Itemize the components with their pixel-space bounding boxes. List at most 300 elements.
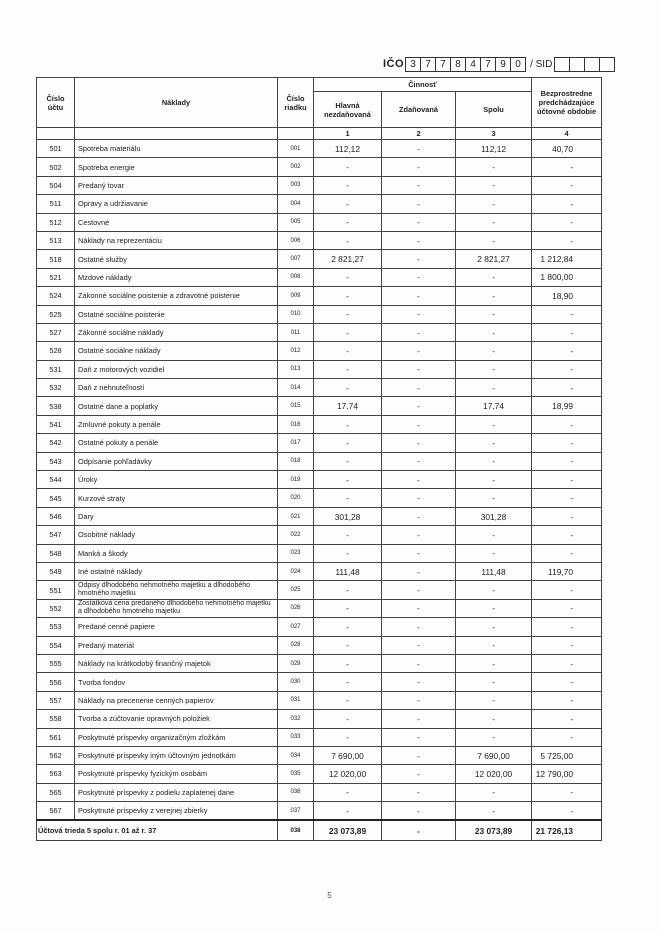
value-taxed: - — [382, 489, 456, 507]
cost-name: Ostatné sociálne náklady — [75, 342, 278, 360]
row-number: 028 — [278, 636, 314, 654]
account-number: 553 — [37, 618, 75, 636]
value-taxed: - — [382, 158, 456, 176]
value-main: - — [314, 360, 382, 378]
account-number: 548 — [37, 544, 75, 562]
value-taxed: - — [382, 287, 456, 305]
account-number: 543 — [37, 452, 75, 470]
header-previous: Bezprostredne predchádzajúce účtovné obdobie — [532, 78, 602, 128]
sid-box — [584, 57, 600, 72]
value-previous: - — [532, 434, 602, 452]
ico-digit: 3 — [405, 57, 421, 72]
table-row — [37, 434, 602, 452]
account-number: 541 — [37, 415, 75, 433]
value-main: - — [314, 268, 382, 286]
value-taxed: - — [382, 691, 456, 709]
value-main: - — [314, 618, 382, 636]
table-row — [37, 802, 602, 821]
value-taxed: - — [382, 268, 456, 286]
value-main: - — [314, 636, 382, 654]
value-main: 111,48 — [314, 562, 382, 580]
row-number: 016 — [278, 415, 314, 433]
row-number: 031 — [278, 691, 314, 709]
ico-label: IČO — [383, 58, 405, 70]
cost-name: Úroky — [75, 471, 278, 489]
header-taxed: Zdaňovaná — [382, 92, 456, 128]
value-main: - — [314, 691, 382, 709]
cost-name: Predaný tovar — [75, 176, 278, 194]
table-row — [37, 526, 602, 544]
account-number: 531 — [37, 360, 75, 378]
table-row — [37, 636, 602, 654]
row-number: 026 — [278, 599, 314, 617]
value-main: - — [314, 305, 382, 323]
value-main: - — [314, 654, 382, 672]
sid-box — [599, 57, 615, 72]
value-total: - — [456, 176, 532, 194]
value-previous: - — [532, 783, 602, 801]
ico-digit: 8 — [450, 57, 466, 72]
cost-name: Poskytnuté príspevky z podielu zaplatenej dane — [75, 783, 278, 801]
table-row — [37, 213, 602, 231]
table-row — [37, 195, 602, 213]
colnum-3: 3 — [456, 128, 532, 140]
cost-name: Predané cenné papiere — [75, 618, 278, 636]
value-total: - — [456, 231, 532, 249]
account-number: 563 — [37, 765, 75, 783]
value-total: - — [456, 489, 532, 507]
value-total: - — [456, 195, 532, 213]
value-main: - — [314, 287, 382, 305]
cost-name: Tvorba fondov — [75, 673, 278, 691]
cost-name: Poskytnuté príspevky organizačným zložkám — [75, 728, 278, 746]
value-total: - — [456, 636, 532, 654]
row-number: 006 — [278, 231, 314, 249]
value-previous: - — [532, 728, 602, 746]
value-previous: - — [532, 305, 602, 323]
value-main: - — [314, 783, 382, 801]
value-previous: - — [532, 489, 602, 507]
row-number: 013 — [278, 360, 314, 378]
value-total: - — [456, 452, 532, 470]
row-number: 007 — [278, 250, 314, 268]
value-previous: - — [532, 618, 602, 636]
value-taxed: - — [382, 415, 456, 433]
value-previous: - — [532, 636, 602, 654]
table-row — [37, 599, 602, 617]
total-previous: 21 726,13 — [532, 820, 602, 841]
header-costs: Náklady — [75, 78, 278, 128]
table-row — [37, 231, 602, 249]
account-number: 554 — [37, 636, 75, 654]
row-number: 023 — [278, 544, 314, 562]
value-main: - — [314, 710, 382, 728]
row-number: 033 — [278, 728, 314, 746]
value-total: - — [456, 599, 532, 617]
row-number: 020 — [278, 489, 314, 507]
value-previous: - — [532, 360, 602, 378]
account-number: 561 — [37, 728, 75, 746]
value-total: - — [456, 728, 532, 746]
total-label: Účtová trieda 5 spolu r. 01 až r. 37 — [37, 820, 278, 841]
row-number: 025 — [278, 581, 314, 599]
value-total: - — [456, 415, 532, 433]
cost-name: Dary — [75, 507, 278, 525]
value-previous: - — [532, 654, 602, 672]
table-row — [37, 158, 602, 176]
table-row — [37, 471, 602, 489]
value-total: - — [456, 802, 532, 821]
cost-name: Ostatné dane a poplatky — [75, 397, 278, 415]
value-taxed: - — [382, 728, 456, 746]
value-total: - — [456, 471, 532, 489]
cost-name: Tvorba a zúčtovanie opravných položiek — [75, 710, 278, 728]
value-total: 17,74 — [456, 397, 532, 415]
row-number: 032 — [278, 710, 314, 728]
account-number: 528 — [37, 342, 75, 360]
account-number: 544 — [37, 471, 75, 489]
account-number: 527 — [37, 323, 75, 341]
cost-name: Náklady na precenenie cenných papierov — [75, 691, 278, 709]
value-total: - — [456, 360, 532, 378]
account-number: 549 — [37, 562, 75, 580]
cost-name: Poskytnuté príspevky fyzickým osobám — [75, 765, 278, 783]
value-main: - — [314, 434, 382, 452]
value-taxed: - — [382, 176, 456, 194]
sid-label: / SID — [530, 58, 553, 70]
value-main: - — [314, 342, 382, 360]
row-number: 018 — [278, 452, 314, 470]
cost-name: Kurzové straty — [75, 489, 278, 507]
table-row — [37, 728, 602, 746]
table-row — [37, 746, 602, 764]
value-previous: - — [532, 452, 602, 470]
value-taxed: - — [382, 802, 456, 821]
cost-name: Odpisy dlhodobého nehmotného majetku a dlhodobého hmotného majetku — [75, 581, 278, 599]
table-row — [37, 305, 602, 323]
value-main: - — [314, 176, 382, 194]
table-row — [37, 250, 602, 268]
row-number: 005 — [278, 213, 314, 231]
value-taxed: - — [382, 323, 456, 341]
value-taxed: - — [382, 452, 456, 470]
table-row — [37, 765, 602, 783]
value-previous: - — [532, 544, 602, 562]
value-main: - — [314, 599, 382, 617]
account-number: 521 — [37, 268, 75, 286]
ico-digit: 7 — [420, 57, 436, 72]
cost-name: Cestovné — [75, 213, 278, 231]
value-total: - — [456, 342, 532, 360]
value-previous: 5 725,00 — [532, 746, 602, 764]
table-row — [37, 618, 602, 636]
cost-name: Predaný materiál — [75, 636, 278, 654]
value-taxed: - — [382, 250, 456, 268]
table-row — [37, 452, 602, 470]
table-row — [37, 710, 602, 728]
value-taxed: - — [382, 783, 456, 801]
value-previous: - — [532, 471, 602, 489]
value-main: - — [314, 195, 382, 213]
row-number: 001 — [278, 140, 314, 158]
account-number: 502 — [37, 158, 75, 176]
value-total: 112,12 — [456, 140, 532, 158]
account-number: 555 — [37, 654, 75, 672]
value-taxed: - — [382, 471, 456, 489]
value-previous: - — [532, 599, 602, 617]
cost-name: Zákonné sociálne náklady — [75, 323, 278, 341]
value-main: 12 020,00 — [314, 765, 382, 783]
cost-name: Osobitné náklady — [75, 526, 278, 544]
value-total: - — [456, 581, 532, 599]
value-previous: - — [532, 231, 602, 249]
value-taxed: - — [382, 746, 456, 764]
cost-name: Daň z nehnuteľností — [75, 379, 278, 397]
value-previous: 18,90 — [532, 287, 602, 305]
account-number: 501 — [37, 140, 75, 158]
table-row — [37, 691, 602, 709]
ico-digit: 7 — [435, 57, 451, 72]
value-main: - — [314, 231, 382, 249]
value-taxed: - — [382, 305, 456, 323]
value-previous: - — [532, 176, 602, 194]
value-main: 17,74 — [314, 397, 382, 415]
value-total: - — [456, 618, 532, 636]
value-previous: 1 212,84 — [532, 250, 602, 268]
value-main: - — [314, 526, 382, 544]
value-total: - — [456, 673, 532, 691]
account-number: 557 — [37, 691, 75, 709]
value-taxed: - — [382, 544, 456, 562]
account-number: 518 — [37, 250, 75, 268]
value-taxed: - — [382, 379, 456, 397]
cost-name: Daň z motorových vozidiel — [75, 360, 278, 378]
row-number: 010 — [278, 305, 314, 323]
value-main: - — [314, 471, 382, 489]
table-row — [37, 544, 602, 562]
sid-box — [569, 57, 585, 72]
value-taxed: - — [382, 397, 456, 415]
value-previous: - — [532, 802, 602, 821]
value-previous: - — [532, 195, 602, 213]
cost-name: Náklady na krátkodobý finančný majetok — [75, 654, 278, 672]
value-main: 7 690,00 — [314, 746, 382, 764]
cost-name: Spotreba materiálu — [75, 140, 278, 158]
value-taxed: - — [382, 140, 456, 158]
value-total: - — [456, 783, 532, 801]
table-row — [37, 581, 602, 599]
row-number: 019 — [278, 471, 314, 489]
page-number: 5 — [327, 891, 332, 900]
value-total: - — [456, 213, 532, 231]
account-number: 511 — [37, 195, 75, 213]
value-taxed: - — [382, 213, 456, 231]
row-number: 009 — [278, 287, 314, 305]
cost-name: Poskytnuté príspevky z verejnej zbierky — [75, 802, 278, 821]
value-taxed: - — [382, 581, 456, 599]
value-main: - — [314, 379, 382, 397]
table-row — [37, 287, 602, 305]
value-main: 112,12 — [314, 140, 382, 158]
table-row — [37, 562, 602, 580]
row-number: 011 — [278, 323, 314, 341]
row-number: 035 — [278, 765, 314, 783]
table-row — [37, 379, 602, 397]
table-row — [37, 397, 602, 415]
row-number: 012 — [278, 342, 314, 360]
value-main: - — [314, 581, 382, 599]
row-number: 021 — [278, 507, 314, 525]
value-total: 301,28 — [456, 507, 532, 525]
row-number: 034 — [278, 746, 314, 764]
sid-box — [554, 57, 570, 72]
ico-digit: 4 — [465, 57, 481, 72]
table-row — [37, 507, 602, 525]
value-total: - — [456, 526, 532, 544]
ico-header — [383, 56, 615, 72]
cost-name: Mzdové náklady — [75, 268, 278, 286]
header-total: Spolu — [456, 92, 532, 128]
value-total: - — [456, 710, 532, 728]
value-taxed: - — [382, 673, 456, 691]
value-taxed: - — [382, 765, 456, 783]
value-total: 2 821,27 — [456, 250, 532, 268]
account-number: 524 — [37, 287, 75, 305]
cost-name: Opravy a udržiavanie — [75, 195, 278, 213]
account-number: 552 — [37, 599, 75, 617]
cost-name: Ostatné pokuty a penále — [75, 434, 278, 452]
table-row — [37, 268, 602, 286]
row-number: 027 — [278, 618, 314, 636]
value-taxed: - — [382, 360, 456, 378]
table-row — [37, 783, 602, 801]
value-main: - — [314, 323, 382, 341]
account-number: 525 — [37, 305, 75, 323]
value-total: - — [456, 544, 532, 562]
table-row — [37, 415, 602, 433]
header-row: Číslo riadku — [278, 78, 314, 128]
ico-digit: 0 — [510, 57, 526, 72]
header-activity: Činnosť — [314, 78, 532, 92]
value-previous: 18,99 — [532, 397, 602, 415]
colnum-2: 2 — [382, 128, 456, 140]
row-number: 024 — [278, 562, 314, 580]
cost-name: Náklady na reprezentáciu — [75, 231, 278, 249]
cost-name: Ostatné služby — [75, 250, 278, 268]
total-row — [37, 820, 602, 841]
table-row — [37, 342, 602, 360]
value-main: - — [314, 489, 382, 507]
account-number: 567 — [37, 802, 75, 821]
value-taxed: - — [382, 507, 456, 525]
account-number: 562 — [37, 746, 75, 764]
header-main: Hlavná nezdaňovaná — [314, 92, 382, 128]
value-total: - — [456, 434, 532, 452]
table-row — [37, 673, 602, 691]
cost-name: Zmluvné pokuty a penále — [75, 415, 278, 433]
account-number: 542 — [37, 434, 75, 452]
cost-name: Manká a škody — [75, 544, 278, 562]
row-number: 022 — [278, 526, 314, 544]
value-main: 2 821,27 — [314, 250, 382, 268]
value-taxed: - — [382, 636, 456, 654]
costs-table-body — [37, 140, 602, 821]
colnum-1: 1 — [314, 128, 382, 140]
table-row — [37, 323, 602, 341]
total-row-number: 038 — [278, 820, 314, 841]
value-taxed: - — [382, 562, 456, 580]
row-number: 037 — [278, 802, 314, 821]
costs-table — [36, 77, 602, 841]
account-number: 545 — [37, 489, 75, 507]
value-taxed: - — [382, 342, 456, 360]
cost-name: Zákonné sociálne poistenie a zdravotné poistenie — [75, 287, 278, 305]
value-previous: - — [532, 213, 602, 231]
row-number: 017 — [278, 434, 314, 452]
value-total: 7 690,00 — [456, 746, 532, 764]
total-taxed: - — [382, 820, 456, 841]
value-taxed: - — [382, 231, 456, 249]
ico-digit: 9 — [495, 57, 511, 72]
value-previous: 1 800,00 — [532, 268, 602, 286]
row-number: 008 — [278, 268, 314, 286]
cost-name: Zostatková cena predaného dlhodobého nehmotného majetku a dlhodobého hmotného majetku — [75, 599, 278, 617]
row-number: 003 — [278, 176, 314, 194]
value-main: - — [314, 452, 382, 470]
account-number: 513 — [37, 231, 75, 249]
value-taxed: - — [382, 599, 456, 617]
row-number: 030 — [278, 673, 314, 691]
account-number: 512 — [37, 213, 75, 231]
value-taxed: - — [382, 710, 456, 728]
value-main: - — [314, 802, 382, 821]
cost-name: Iné ostatné náklady — [75, 562, 278, 580]
account-number: 565 — [37, 783, 75, 801]
value-previous: - — [532, 526, 602, 544]
row-number: 004 — [278, 195, 314, 213]
value-main: - — [314, 544, 382, 562]
account-number: 551 — [37, 581, 75, 599]
table-row — [37, 176, 602, 194]
value-main: - — [314, 213, 382, 231]
value-previous: - — [532, 581, 602, 599]
value-previous: - — [532, 342, 602, 360]
account-number: 504 — [37, 176, 75, 194]
table-row — [37, 654, 602, 672]
value-previous: - — [532, 691, 602, 709]
value-total: 111,48 — [456, 562, 532, 580]
value-total: - — [456, 323, 532, 341]
value-taxed: - — [382, 654, 456, 672]
value-total: - — [456, 268, 532, 286]
value-previous: - — [532, 158, 602, 176]
header-account: Číslo účtu — [37, 78, 75, 128]
value-taxed: - — [382, 434, 456, 452]
account-number: 558 — [37, 710, 75, 728]
value-taxed: - — [382, 195, 456, 213]
value-previous: - — [532, 673, 602, 691]
value-main: - — [314, 158, 382, 176]
value-previous: - — [532, 415, 602, 433]
total-sum: 23 073,89 — [456, 820, 532, 841]
cost-name: Poskytnuté príspevky iným účtovným jednotkám — [75, 746, 278, 764]
account-number: 547 — [37, 526, 75, 544]
row-number: 036 — [278, 783, 314, 801]
colnum-4: 4 — [532, 128, 602, 140]
value-total: - — [456, 379, 532, 397]
row-number: 029 — [278, 654, 314, 672]
ico-digit: 7 — [480, 57, 496, 72]
